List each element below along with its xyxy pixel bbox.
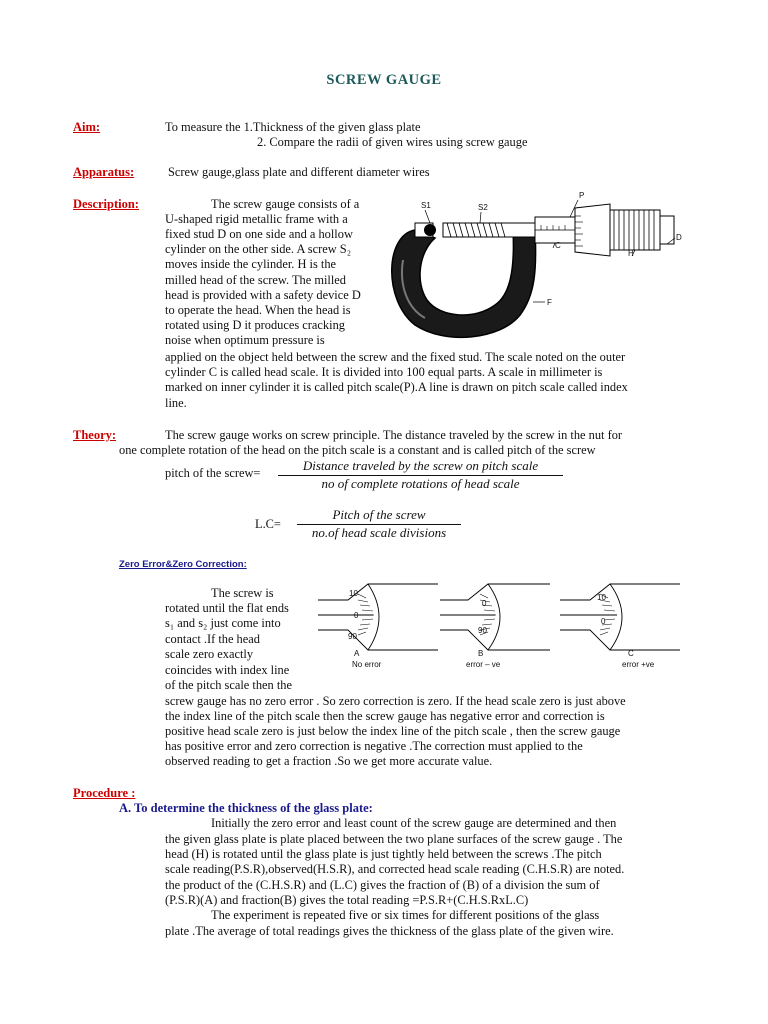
zero-error-line: contact .If the head — [165, 632, 260, 646]
label-p: P — [579, 191, 585, 200]
zero-error-line: positive head scale zero is just below the index line of the pitch scale , then the screw gauge — [165, 724, 621, 738]
description-line: cylinder on the other side. A screw S₂ — [165, 242, 352, 256]
figure-c-letter: C — [628, 649, 634, 658]
procedure-line: the given glass plate is plate placed between the two plane surfaces of the screw gauge . The — [165, 832, 623, 846]
pitch-label: pitch of the screw= — [165, 466, 261, 480]
lc-denominator: no.of head scale divisions — [297, 524, 461, 541]
figure-b-tick-bottom: 90 — [478, 626, 487, 635]
label-h: H — [628, 249, 634, 258]
description-line: rotated using D it produces cracking — [165, 318, 345, 332]
zero-error-line: s₁ and s₂ just come into — [165, 616, 281, 630]
figure-c-tick-top: 10 — [597, 593, 606, 602]
apparatus-label: Apparatus: — [73, 165, 135, 179]
zero-error-line: of the pitch scale then the — [165, 678, 292, 692]
zero-error-line: has positive error and zero correction is negative .The correction must applied to the — [165, 739, 583, 753]
zero-error-line: the index line of the pitch scale then the screw gauge has negative error and correction is — [165, 709, 605, 723]
aim-label: Aim: — [73, 120, 101, 134]
procedure-line: (P.S.R)(A) and fraction(B) gives the total reading =P.S.R+(C.H.S.RxL.C) — [165, 893, 529, 907]
zero-error-figures — [318, 578, 683, 678]
page-title: SCREW GAUGE — [326, 72, 442, 88]
zero-error-line: screw gauge has no zero error . So zero correction is zero. If the head scale zero is just above — [165, 694, 626, 708]
description-line: to operate the head. When the head is — [165, 303, 351, 317]
theory-label: Theory: — [73, 428, 117, 442]
description-line: cylinder C is called head scale. It is divided into 100 equal parts. A scale in millimeter is — [165, 365, 603, 379]
label-f: F — [547, 298, 552, 307]
zero-error-line: observed reading to get a fraction .So we get more accurate value. — [165, 754, 493, 768]
label-c: C — [555, 241, 561, 250]
description-line: The screw gauge consists of a — [211, 197, 360, 211]
description-line: fixed stud D on one side and a hollow — [165, 227, 353, 241]
figure-b-tick-top: 0 — [482, 599, 487, 608]
description-line: line. — [165, 396, 187, 410]
pitch-formula — [278, 458, 563, 492]
figure-a-caption: No error — [352, 660, 382, 669]
label-s1: S1 — [421, 201, 431, 210]
description-line: marked on inner cylinder it is called pitch scale(P).A line is drawn on pitch scale called index — [165, 380, 628, 394]
figure-b — [440, 584, 550, 669]
procedure-line: Initially the zero error and least count of the screw gauge are determined and then — [211, 816, 617, 830]
zero-error-line: rotated until the flat ends — [165, 601, 289, 615]
procedure-line: plate .The average of total readings gives the thickness of the glass plate of the given wire. — [165, 924, 614, 938]
figure-a-tick-bottom: 90 — [348, 632, 357, 641]
lc-numerator: Pitch of the screw — [332, 507, 426, 522]
theory-line-1: The screw gauge works on screw principle. The distance traveled by the screw in the nut for — [165, 428, 623, 442]
figure-a-letter: A — [354, 649, 360, 658]
procedure-label: Procedure : — [73, 786, 136, 800]
figure-b-caption: error – ve — [466, 660, 501, 669]
description-line: milled head of the screw. The milled — [165, 273, 346, 287]
zero-error-line: coincides with index line — [165, 663, 290, 677]
pitch-denominator: no of complete rotations of head scale — [278, 475, 563, 492]
head-scale-thimble — [575, 204, 610, 256]
u-frame — [392, 230, 536, 337]
figure-c — [560, 584, 680, 669]
zero-error-line: The screw is — [211, 586, 274, 600]
description-label: Description: — [73, 197, 139, 211]
figure-c-caption: error +ve — [622, 660, 655, 669]
description-line: noise when optimum pressure is — [165, 333, 325, 347]
label-d: D — [676, 233, 682, 242]
screw-gauge-diagram — [385, 190, 705, 345]
pitch-numerator: Distance traveled by the screw on pitch scale — [302, 458, 539, 473]
lc-label: L.C= — [255, 517, 281, 531]
figure-b-letter: B — [478, 649, 484, 658]
description-line: applied on the object held between the screw and the fixed stud. The scale noted on the outer — [165, 350, 626, 364]
figure-a-tick-top: 10 — [349, 589, 358, 598]
lc-formula — [297, 507, 461, 541]
milled-head — [610, 210, 660, 250]
aim-line-2: 2. Compare the radii of given wires using screw gauge — [257, 135, 528, 149]
aim-line-1: To measure the 1.Thickness of the given glass plate — [165, 120, 421, 134]
procedure-line: the product of the (C.H.S.R) and (L.C) gives the fraction of (B) of a division the sum of — [165, 878, 600, 892]
procedure-line: head (H) is rotated until the glass plate is just tightly held between the screws .The pitch — [165, 847, 602, 861]
procedure-line: The experiment is repeated five or six times for different positions of the glass — [211, 908, 600, 922]
zero-error-heading: Zero Error&Zero Correction: — [119, 559, 247, 570]
figure-a-tick-mid: 0 — [354, 611, 359, 620]
apparatus-text: Screw gauge,glass plate and different diameter wires — [168, 165, 430, 179]
zero-error-line: scale zero exactly — [165, 647, 254, 661]
description-line: head is provided with a safety device D — [165, 288, 361, 302]
theory-line-2: one complete rotation of the head on the pitch scale is a constant and is called pitch of the screw — [119, 443, 596, 457]
procedure-line: scale reading(P.S.R),observed(H.S.R), and corrected head scale reading (C.H.S.R) are noted. — [165, 862, 625, 876]
description-line: U-shaped rigid metallic frame with a — [165, 212, 348, 226]
figure-c-tick-mid: 0 — [601, 617, 606, 626]
stud-face — [424, 224, 436, 236]
safety-device — [660, 216, 674, 244]
figure-a — [318, 584, 438, 669]
description-line: moves inside the cylinder. H is the — [165, 257, 337, 271]
procedure-subheading: A. To determine the thickness of the glass plate: — [119, 801, 373, 815]
label-s2: S2 — [478, 203, 488, 212]
